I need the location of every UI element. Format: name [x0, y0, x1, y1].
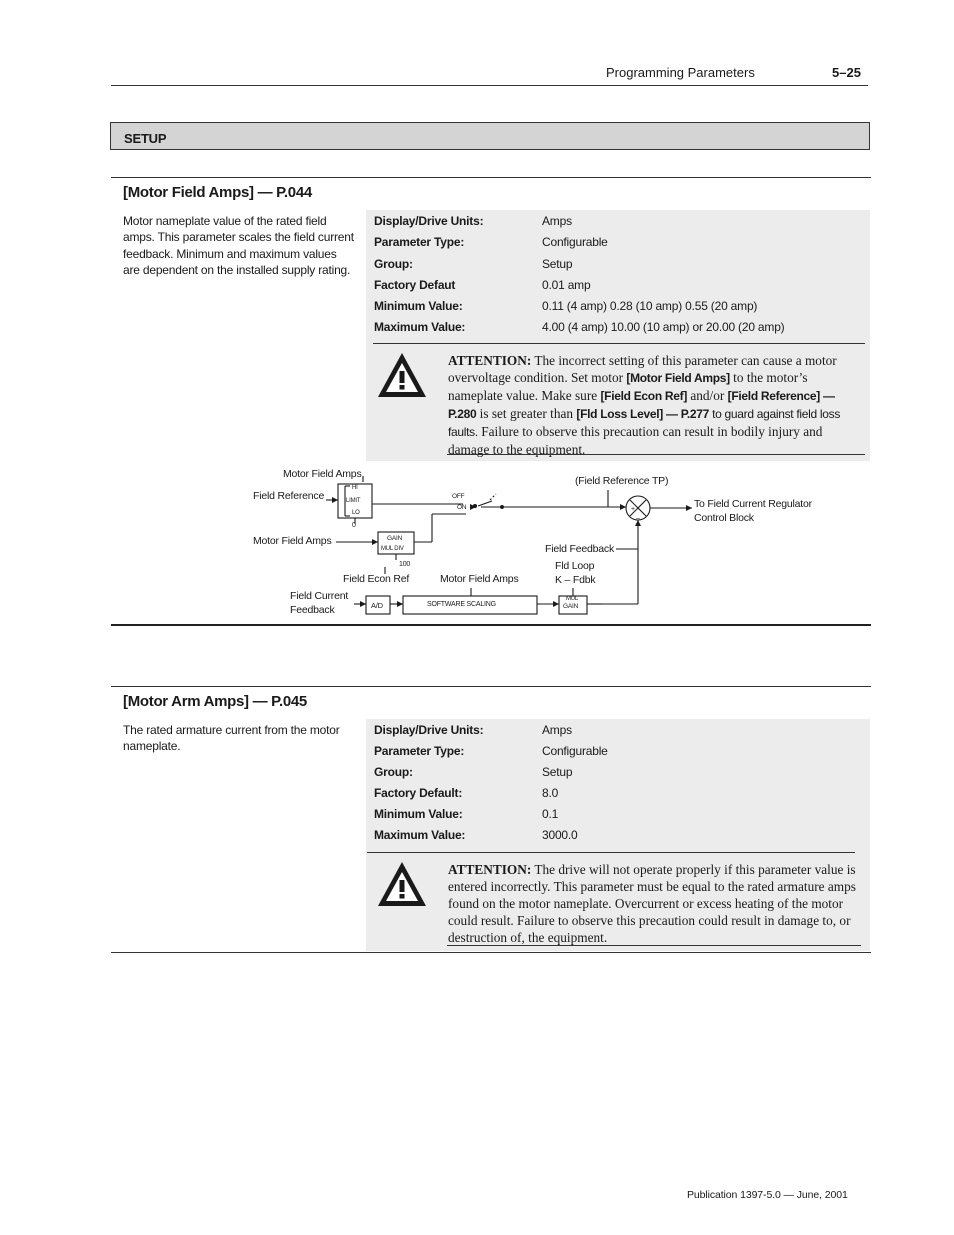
- running-header-title: Programming Parameters: [606, 65, 755, 80]
- section-rule-bottom: [111, 624, 871, 626]
- attention-heading: ATTENTION:: [448, 353, 532, 368]
- diagram-label: HI: [352, 485, 358, 491]
- attention-heading: ATTENTION:: [448, 862, 532, 877]
- diagram-label: Motor Field Amps: [440, 573, 519, 585]
- attention-text: is set greater than: [476, 406, 577, 422]
- diagram-label: Feedback: [290, 604, 335, 616]
- diagram-label: 100: [399, 561, 411, 568]
- param-value: 3000.0: [542, 828, 578, 842]
- warning-triangle-icon: [376, 351, 428, 399]
- diagram-label: Field Reference: [253, 490, 325, 502]
- section-rule-top: [111, 686, 871, 687]
- section-rule-bottom: [111, 952, 871, 953]
- diagram-label: GAIN: [563, 603, 579, 610]
- param-label: Maximum Value:: [374, 320, 466, 334]
- param-ref: [Field Reference] — P.280: [448, 389, 835, 422]
- param-label: Parameter Type:: [374, 744, 465, 758]
- param-label: Minimum Value:: [374, 299, 463, 313]
- diagram-label: Control Block: [694, 512, 754, 524]
- description-line: feedback. Minimum and maximum values: [123, 246, 337, 261]
- description-line: The rated armature current from the motor: [123, 723, 340, 737]
- diagram-label: ON: [457, 504, 467, 511]
- diagram-label: K – Fdbk: [555, 574, 596, 586]
- param-label: Maximum Value:: [374, 828, 466, 842]
- param-value: Amps: [542, 214, 572, 228]
- attention-message: [448, 352, 864, 459]
- param-label: Display/Drive Units:: [374, 214, 484, 228]
- attention-text: and/or: [687, 388, 728, 404]
- description-line: Motor nameplate value of the rated field: [123, 214, 327, 228]
- diagram-label: A/D: [371, 601, 383, 610]
- diagram-label: LIMIT: [346, 498, 361, 504]
- param-value: 8.0: [542, 786, 559, 800]
- header-rule: [111, 85, 868, 86]
- param-label: Display/Drive Units:: [374, 723, 484, 737]
- param-label: Group:: [374, 257, 413, 271]
- param-value: 4.00 (4 amp) 10.00 (10 amp) or 20.00 (20 amp): [542, 320, 785, 334]
- section-title-motor-arm-amps: [Motor Arm Amps] — P.045: [123, 693, 307, 710]
- attention-text: Failure to observe this precaution can result in bodily injury and damage to the equipment.: [448, 424, 823, 458]
- diagram-label: Field Econ Ref: [343, 573, 410, 585]
- description-line: are dependent on the installed supply rating.: [123, 262, 351, 277]
- section-description: [123, 722, 363, 755]
- attention-text: The drive will not operate properly if this parameter value is entered incorrectly. This parameter must be equal to the rated armature amps found on the motor nameplate. Overcurrent or excess heating of the motor could result. Failure to observe this precaution could result in damage to, or destruction of, the equipment.: [448, 862, 856, 946]
- param-label: Parameter Type:: [374, 235, 465, 249]
- diagram-label: Motor Field Amps: [253, 535, 332, 547]
- section-title-motor-field-amps: [Motor Field Amps] — P.044: [123, 184, 312, 201]
- diagram-label: Motor Field Amps: [283, 468, 362, 480]
- diagram-label: GAIN: [387, 535, 403, 542]
- param-label: Minimum Value:: [374, 807, 463, 821]
- diagram-label: Field Feedback: [545, 543, 614, 555]
- setup-group-label: SETUP: [124, 131, 167, 146]
- diagram-label: To Field Current Regulator: [694, 498, 812, 510]
- diagram-label: LO: [352, 510, 360, 516]
- param-value: Setup: [542, 765, 573, 779]
- param-ref: [Field Econ Ref]: [600, 389, 688, 404]
- param-value: Configurable: [542, 744, 608, 758]
- param-value: 0.01 amp: [542, 278, 591, 292]
- publication-footer: Publication 1397-5.0 — June, 2001: [687, 1189, 848, 1201]
- diagram-label: SOFTWARE SCALING: [427, 601, 496, 608]
- section-description: [123, 213, 363, 278]
- attention-rule-bottom: [447, 945, 861, 946]
- attention-rule-top: [367, 852, 855, 853]
- setup-group-bar: [110, 122, 870, 150]
- param-value: 0.1: [542, 807, 559, 821]
- param-ref: [Fld Loss Level] — P.277: [576, 407, 710, 422]
- section-rule-top: [111, 177, 871, 178]
- attention-rule-bottom: [447, 454, 865, 455]
- page-number: 5–25: [832, 65, 861, 80]
- attention-message: [448, 861, 864, 946]
- param-label: Factory Default:: [374, 786, 463, 800]
- warning-triangle-icon: [376, 860, 428, 908]
- attention-rule-top: [373, 343, 865, 344]
- diagram-label: Field Current: [290, 590, 349, 602]
- svg-text:–: –: [636, 515, 640, 522]
- diagram-label: MUL DIV: [381, 546, 404, 552]
- diagram-label: (Field Reference TP): [575, 475, 669, 487]
- diagram-label: Fld Loop: [555, 560, 595, 572]
- param-value: 0.11 (4 amp) 0.28 (10 amp) 0.55 (20 amp): [542, 299, 758, 313]
- attention-text: to guard against field loss faults.: [448, 407, 841, 440]
- diagram-label: OFF: [452, 493, 465, 500]
- diagram-label: MUL: [566, 596, 579, 602]
- param-value: Amps: [542, 723, 572, 737]
- attention-text: The incorrect setting of this parameter can cause a motor overvoltage condition. Set motor: [448, 353, 837, 386]
- param-label: Group:: [374, 765, 413, 779]
- param-value: Configurable: [542, 235, 608, 249]
- description-line: amps. This parameter scales the field current: [123, 230, 354, 245]
- param-ref: [Motor Field Amps]: [626, 371, 730, 386]
- svg-text:+: +: [631, 506, 636, 513]
- attention-text: to the motor’s nameplate value. Make sure: [448, 370, 808, 404]
- param-value: Setup: [542, 257, 573, 271]
- param-label: Factory Defaut: [374, 278, 456, 292]
- diagram-label: 0: [352, 522, 356, 529]
- description-line: nameplate.: [123, 739, 181, 754]
